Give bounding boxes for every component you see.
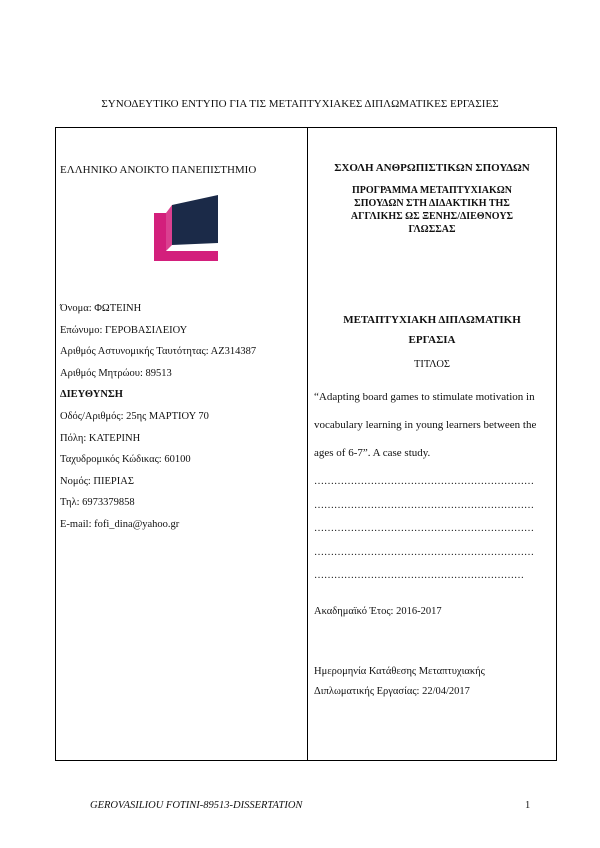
eap-logo — [154, 195, 218, 261]
blank-lines — [314, 470, 552, 588]
dot-line: ……………………………………………………… — [314, 570, 524, 581]
student-details — [60, 298, 305, 536]
form-title: ΣΥΝΟΔΕΥΤΙΚΟ ΕΝΤΥΠΟ ΓΙΑ ΤΙΣ ΜΕΤΑΠΤΥΧΙΑΚΕΣ ΔΙΠΛΩΜΑΤΙΚΕΣ ΕΡΓΑΣΙΕΣ — [101, 98, 499, 110]
dissertation-info-column — [308, 128, 556, 760]
dissertation-label: ΜΕΤΑΠΤΥΧΙΑΚΗ ΔΙΠΛΩΜΑΤΙΚΗ ΕΡΓΑΣΙΑ — [343, 314, 521, 346]
prefecture: Νομός: ΠΙΕΡΙΑΣ — [60, 475, 134, 487]
student-info-column — [56, 128, 308, 760]
dot-line: ………………………………………………………… — [314, 523, 534, 534]
title-label: ΤΙΤΛΟΣ — [413, 359, 451, 370]
university-name: ΕΛΛΗΝΙΚΟ ΑΝΟΙΚΤΟ ΠΑΝΕΠΙΣΤΗΜΙΟ — [60, 164, 257, 176]
dot-line: ………………………………………………………… — [314, 476, 534, 487]
city: Πόλη: ΚΑΤΕΡΙΝΗ — [60, 432, 141, 444]
school-name: ΣΧΟΛΗ ΑΝΘΡΩΠΙΣΤΙΚΩΝ ΣΠΟΥΔΩΝ — [334, 162, 530, 174]
footer-text: GEROVASILIOU FOTINI-89513-DISSERTATION — [90, 800, 303, 811]
address-heading: ΔΙΕΥΘΥΝΣΗ — [60, 389, 123, 401]
postal-code: Ταχυδρομικός Κώδικας: 60100 — [60, 454, 191, 466]
first-name: Όνομα: ΦΩΤΕΙΝΗ — [60, 303, 142, 314]
page-number: 1 — [525, 800, 531, 811]
dot-line: ………………………………………………………… — [314, 499, 534, 511]
submission-date — [314, 662, 485, 702]
submission-line-1: Ημερομηνία Κατάθεσης Μεταπτυχιακής — [314, 666, 485, 677]
dissertation-title: “Adapting board games to stimulate motivation in vocabulary learning in young learners between the ages of 6-7”. A case study. — [314, 391, 537, 459]
program-name: ΠΡΟΓΡΑΜΜΑ ΜΕΤΑΠΤΥΧΙΑΚΩΝ ΣΠΟΥΔΩΝ ΣΤΗ ΔΙΔΑΚΤΙΚΗ ΤΗΣ ΑΓΓΛΙΚΗΣ ΩΣ ΞΕΝΗΣ/ΔΙΕΘΝΟΥΣ ΓΛΩΣΣΑΣ — [350, 185, 514, 235]
phone: Τηλ: 6973379858 — [60, 497, 135, 509]
email: E-mail: fofi_dina@yahoo.gr — [60, 518, 180, 530]
id-card-number: Αριθμός Αστυνομικής Ταυτότητας: ΑΖ314387 — [60, 346, 257, 358]
academic-year: Ακαδημαϊκό Έτος: 2016-2017 — [314, 606, 442, 617]
submission-line-2: Διπλωματικής Εργασίας: 22/04/2017 — [314, 686, 470, 697]
last-name: Επώνυμο: ΓΕΡΟΒΑΣΙΛΕΙΟΥ — [60, 324, 188, 336]
dot-line: ………………………………………………………… — [314, 546, 534, 558]
form-table — [55, 127, 557, 761]
street-address: Οδός/Αριθμός: 25ης ΜΑΡΤΙΟΥ 70 — [60, 410, 209, 422]
registration-number: Αριθμός Μητρώου: 89513 — [60, 367, 172, 379]
